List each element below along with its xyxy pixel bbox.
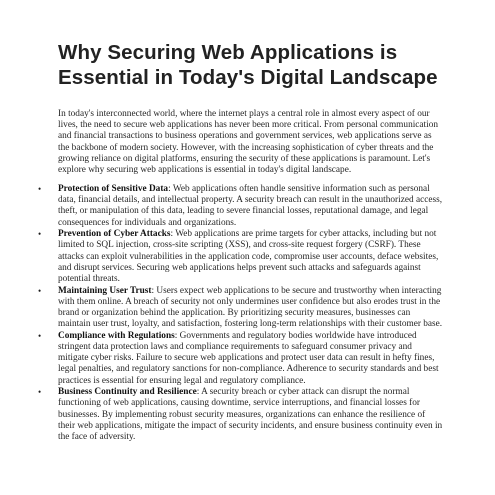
intro-paragraph: In today's interconnected world, where the internet plays a central role in almost every aspect of our lives, the need to secure web applications has never been more critical. From personal communication and financial transactions to business operations and government services, web applications serve as the backbone of modern society. However, with the increasing sophistication of cyber threats and the growing reliance on digital platforms, ensuring the security of these applications is paramount. Let's explore why securing web applications is essential in today's digital landscape.	[58, 109, 439, 176]
bullet-icon: •	[38, 229, 42, 240]
key-points-list	[38, 184, 443, 444]
point-heading: Business Continuity and Resilience	[58, 387, 197, 398]
document-title	[58, 40, 478, 90]
point-heading: Protection of Sensitive Data	[58, 184, 169, 194]
title-line-1: Why Securing Web Applications is	[58, 41, 398, 64]
list-item	[38, 330, 443, 387]
point-heading: Maintaining User Trust	[58, 285, 152, 296]
bullet-icon: •	[38, 184, 42, 194]
point-text: : Web applications often handle sensitive information such as personal data, financial details, and intellectual property. A security breach can result in the unauthorized access, theft, or manipulation of this data, leading to severe financial losses, reputational damage, and legal consequences for individuals and organizations.	[58, 184, 443, 228]
point-text: : Users expect web applications to be secure and trustworthy when interacting with them online. A breach of security not only undermines user confidence but also erodes trust in the brand or organization behind the application. By prioritizing security measures, businesses can maintain user trust, loyalty, and satisfaction, fostering long-term relationships with their customer base.	[58, 285, 443, 330]
bullet-icon: •	[38, 387, 42, 398]
point-heading: Prevention of Cyber Attacks	[58, 229, 171, 240]
title-line-2: Essential in Today's Digital Landscape	[58, 66, 438, 89]
point-text: : Web applications are prime targets for cyber attacks, including but not limited to SQL injection, cross-site scripting (XSS), and cross-site request forgery (CSRF). These attacks can exploit vulnerabilities in the application code, compromise user accounts, deface websites, and disrupt services. Securing web applications helps prevent such attacks and safeguards against potential threats.	[58, 229, 439, 285]
point-text: : A security breach or cyber attack can disrupt the normal functioning of web applications, causing downtime, service interruptions, and financial losses for businesses. By implementing robust security measures, organizations can enhance the resilience of their web applications, mitigate the impact of security incidents, and ensure business continuity even in the face of adversity.	[58, 387, 443, 443]
list-item	[38, 387, 443, 443]
point-heading: Compliance with Regulations	[58, 330, 175, 341]
bullet-icon: •	[38, 330, 42, 341]
list-item	[38, 229, 443, 285]
point-text: : Governments and regulatory bodies worldwide have introduced stringent data protection laws and compliance requirements to safeguard consumer privacy and mitigate cyber risks. Failure to secure web applications and protect user data can result in hefty fines, legal penalties, and regulatory sanctions for non-compliance. Adherence to security standards and best practices is essential for ensuring legal and regulatory compliance.	[58, 330, 439, 386]
list-item	[38, 285, 443, 331]
bullet-icon: •	[38, 285, 42, 296]
list-item	[38, 184, 443, 229]
